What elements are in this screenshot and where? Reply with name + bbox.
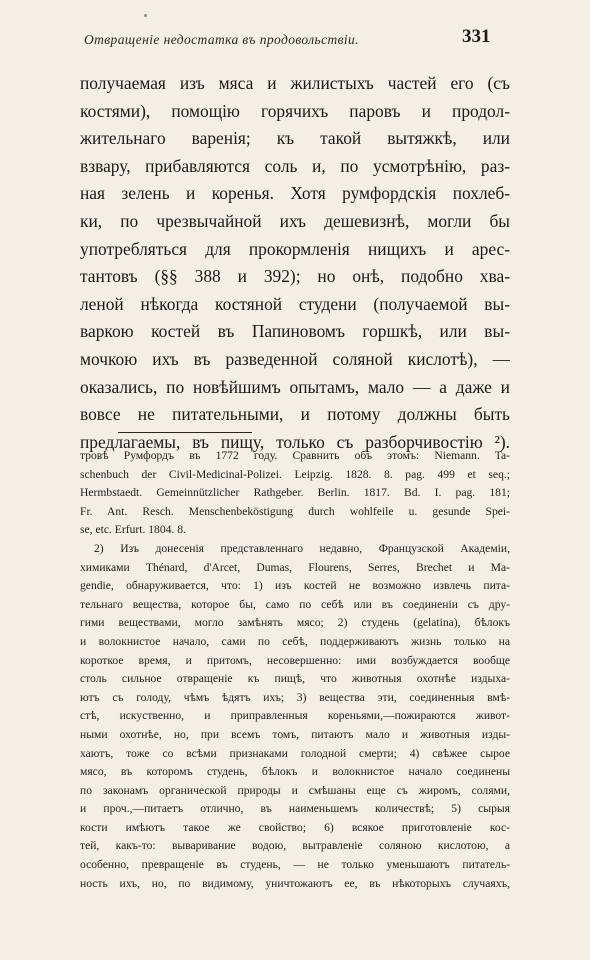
footnote-separator	[118, 432, 252, 433]
footnote-line: и волокнистое начало, сами по себѣ, поддерживаютъ жизнь только на	[80, 634, 510, 648]
footnote-line: стѣ, искуственно, и приправленныя кореньями,—пожираются живот-	[80, 709, 510, 723]
footnote-line: ность ихъ, но, по видимому, уничтожаютъ ее, въ нѣкоторыхъ случаяхъ,	[80, 876, 510, 890]
footnote-line: ютъ съ голоду, чѣмъ ѣдятъ ихъ; 3) вещества эти, соединенныя вмѣ-	[80, 690, 510, 704]
footnote-line: и проч.,—питаетъ отлично, въ наименьшемъ количествѣ; 5) сырыя	[80, 802, 510, 816]
main-text	[80, 70, 510, 456]
text-line: мочкою ихъ въ разведенной соляной кислотѣ), —	[80, 348, 510, 369]
running-head: Отвращеніе недостатка въ продовольствіи.	[84, 32, 359, 47]
text-line: употребляться для прокормленія нищихъ и арес-	[80, 238, 510, 259]
text-line: ки, по чрезвычайной ихъ дешевизнѣ, могли бы	[80, 210, 510, 231]
footnote-line: Fr. Ant. Resch. Menschenbeköstigung durch wohlfeile u. gesunde Spei-	[80, 504, 510, 518]
text-line: взвару, прибавляются соль и, по усмотрѣнію, раз-	[80, 155, 510, 176]
page-number: 331	[462, 26, 491, 47]
footnote-line: столь сильное отвращеніе къ пищѣ, что животныя охотнѣе издыха-	[80, 672, 510, 686]
text-line: оказались, по новѣйшимъ опытамъ, мало — а даже и	[80, 376, 510, 397]
footnotes	[80, 447, 510, 893]
page-speck	[144, 14, 147, 17]
footnote-line: хаютъ, тоже со всѣми признаками голодной смерти; 4) свѣжее сырое	[80, 746, 510, 760]
footnote-line: короткое время, и притомъ, несовершенно: ими возбуждается вообще	[80, 653, 510, 667]
text-line: тантовъ (§§ 388 и 392); но онѣ, подобно хва-	[80, 266, 510, 287]
text-line: ная зелень и коренья. Хотя румфордскія похлеб-	[80, 183, 510, 204]
text-line: предлагаемы, въ пищу, только съ разборчивостію ²).	[80, 431, 510, 452]
footnote-line: мясо, въ которомъ студень, бѣлокъ и волокнистое начало соединены	[80, 765, 510, 779]
text-line: вовсе не питательными, и потому должны быть	[80, 404, 510, 425]
text-line: жительнаго варенія; къ такой вытяжкѣ, или	[80, 128, 510, 149]
text-line: варкою костей въ Папиновомъ горшкѣ, или вы-	[80, 321, 510, 342]
footnote-line: gendie, обнаруживается, что: 1) изъ костей не возможно извлечь пита-	[80, 579, 510, 593]
footnote-line: химиками Thénard, d'Arcet, Dumas, Flourens, Serres, Brechet и Ma-	[80, 560, 510, 574]
text-line: костями), помощію горячихъ паровъ и продол-	[80, 100, 510, 121]
footnote-line: тельнаго вещества, которое бы, само по себѣ или въ соединеніи съ дру-	[80, 597, 510, 611]
footnote-line: гими веществами, могло замѣнять мясо; 2) студень (gelatina), бѣлокъ	[80, 616, 510, 630]
footnote-line: schenbuch der Civil-Medicinal-Polizei. Leipzig. 1828. 8. pag. 499 et seq.;	[80, 467, 510, 481]
text-line: леной нѣкогда костяной студени (получаемой вы-	[80, 293, 510, 314]
footnote-line: по законамъ органической природы и смѣшаны еще съ жиромъ, солями,	[80, 783, 510, 797]
footnote-line: тей, какъ-то: вываривание водою, вытравленіе соляною кислотою, а	[80, 839, 510, 853]
footnote-line: Hermbstaedt. Gemeinnützlicher Rathgeber. Berlin. 1817. Bd. I. pag. 181;	[80, 486, 510, 500]
footnote-line: 2) Изъ донесенія представленнаго недавно, Французской Академіи,	[94, 541, 510, 555]
footnote-line: se, etc. Erfurt. 1804. 8.	[80, 523, 186, 537]
footnote-line: ными охотнѣе, но, при всемъ томъ, питаютъ мало и животныя изды-	[80, 727, 510, 741]
text-line: получаемая изъ мяса и жилистыхъ частей его (съ	[80, 73, 510, 93]
footnote-line: тровѣ Румфордъ въ 1772 году. Сравнить объ этомъ: Niemann. Ta-	[80, 449, 510, 462]
footnote-line: особенно, превращеніе въ студень, — не только уменьшаютъ питатель-	[80, 858, 510, 872]
footnote-line: кости имѣютъ такое же свойство; 6) всякое приготовленіе кос-	[80, 820, 510, 834]
